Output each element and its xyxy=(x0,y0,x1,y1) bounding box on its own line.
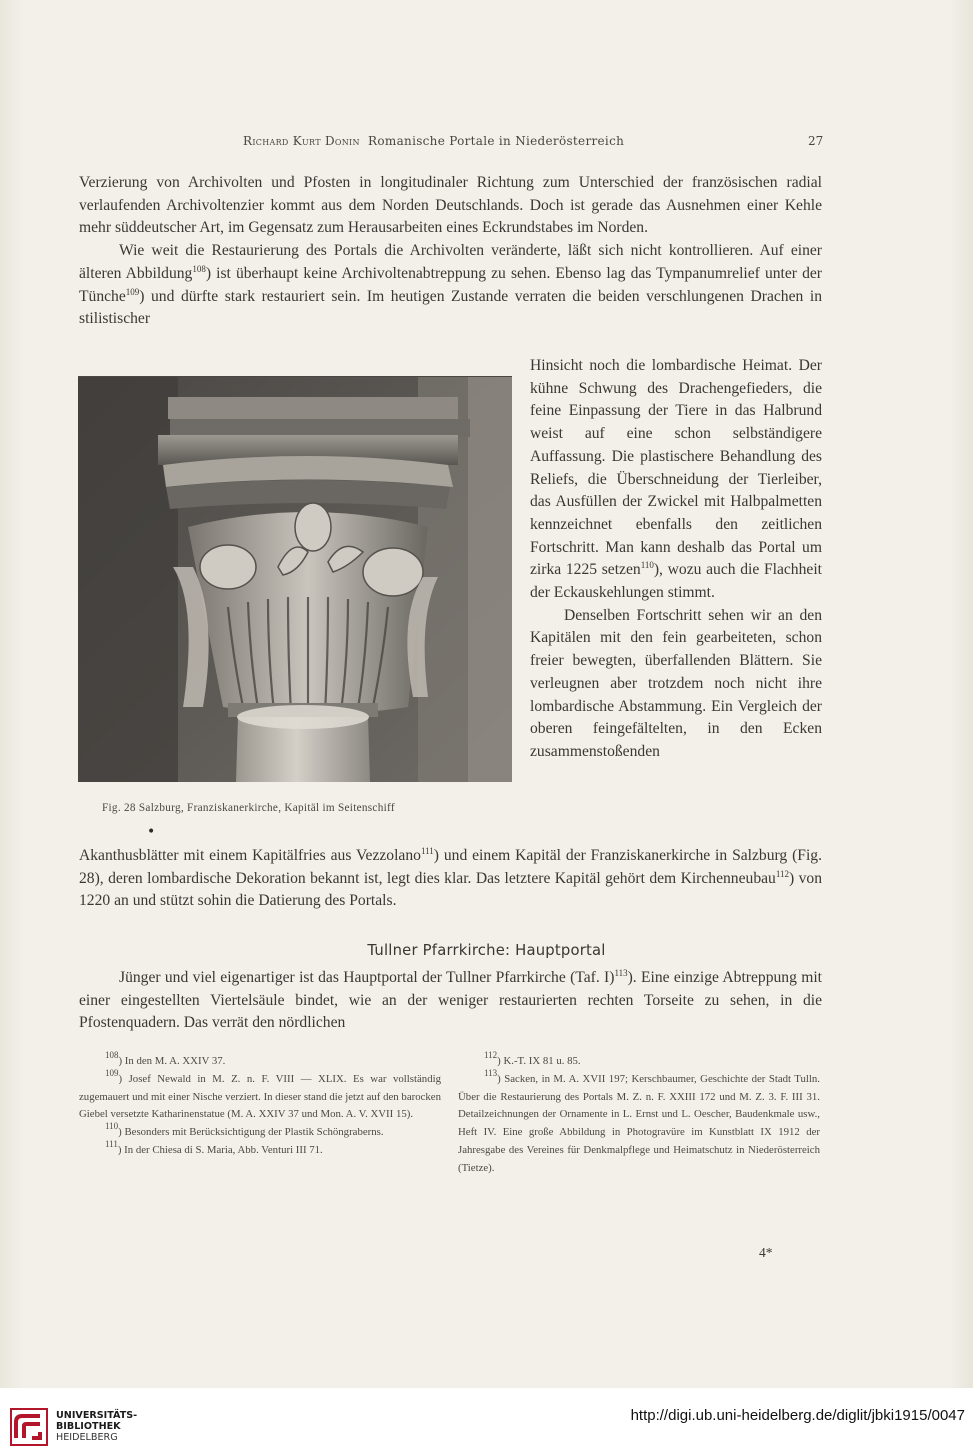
footnote xyxy=(79,1067,441,1124)
footnote-ref[interactable]: 110 xyxy=(640,560,654,571)
abacus-top xyxy=(168,397,458,419)
text-run: ) von 1220 an und stützt sohin die Datierung des Portals. xyxy=(79,869,823,910)
footnote-ref[interactable]: 111 xyxy=(420,846,434,856)
running-header xyxy=(0,134,973,152)
header-author: Richard Kurt Donin xyxy=(243,134,360,148)
text-run: Hinsicht noch die lombardische Heimat. Der kühne Schwung des Drachengefieders, die feine Einpassung der Tiere in das Halbrund weist auf eine schon selbständigere Auffassung. Die plastischere Behandlung des Reliefs, die Überschneidung der Tierleiber, das Ausfüllen der Zwickel mit Halbpalmetten kennzeichnet ebenfalls den zeitlichen Fortschritt. Man kann deshalb das Portal um zirka 1225 setzen xyxy=(530,357,822,579)
footnote-ref[interactable]: 108 xyxy=(192,263,206,274)
library-name-line: UNIVERSITÄTS- xyxy=(56,1410,138,1421)
running-header-title xyxy=(243,134,624,148)
paragraph xyxy=(79,967,822,1035)
text-run: Akanthusblätter mit einem Kapitälfries aus Vezzolano xyxy=(79,847,421,864)
header-title: Romanische Portale in Niederösterreich xyxy=(368,134,625,148)
footnote-text: ) In den M. A. XXIV 37. xyxy=(118,1055,226,1067)
body-text-bottom xyxy=(79,967,822,1035)
footnote-number: 112 xyxy=(484,1050,498,1060)
text-run: ). Eine einzige Abtreppung mit einer eingestellten Viertelsäule bindet, wie an der weniger restaurierten rechten Torseite zu sehen, in die Pfostenquadern. Das verrät den nördlichen xyxy=(79,969,822,1032)
figure-caption: Fig. 28 Salzburg, Franziskanerkirche, Kapitäl im Seitenschiff xyxy=(102,802,395,814)
text-run: ) und dürfte stark restauriert sein. Im heutigen Zustande verraten die beiden verschlungenen Drachen in stilistischer xyxy=(79,287,822,328)
footnote-number: 108 xyxy=(105,1050,119,1060)
footnote xyxy=(458,1050,820,1071)
paragraph: Denselben Fortschritt sehen wir an den Kapitälen mit den fein gearbeiteten, schon freier bewegten, überfallenden Blättern. Sie verleugnen aber trotzdem noch nicht ihre lombardische Abstammung. Ein Vergleich der oberen feingefältelten, in den Ecken zusammenstoßenden xyxy=(530,606,822,760)
footnote-number: 111 xyxy=(105,1138,118,1149)
footnote-text: ) Sacken, in M. A. XVII 197; Kerschbaumer, Geschichte der Stadt Tulln. Über die Restaurierung des Portals M. Z. n. F. XXIII 172 und M. Z. 3. F. III 31. Detailzeichnungen der Ornamente in L. Ernst und L. Oescher, Baudenkmale usw., Heft IV. Eine große Abbildung in Photogravüre im Kunstblatt IX 1912 der Jahresgabe des Vereines für Denkmalpflege und Heimatschutz in Niederösterreich (Tietze). xyxy=(458,1072,820,1174)
footnote xyxy=(458,1067,820,1178)
paragraph xyxy=(79,240,822,331)
permalink-url[interactable]: http://digi.ub.uni-heidelberg.de/diglit/jbki1915/0047 xyxy=(630,1407,965,1424)
signature-mark: 4* xyxy=(759,1245,773,1260)
footnote-text: ) K.-T. IX 81 u. 85. xyxy=(497,1055,581,1067)
footnote-ref[interactable]: 112 xyxy=(775,868,790,879)
footnote xyxy=(79,1050,441,1071)
footnote-number: 113 xyxy=(484,1067,498,1078)
footnote xyxy=(79,1121,441,1142)
text-run: ) ist überhaupt keine Archivoltenabtreppung zu sehen. Ebenso lag das Tympanumrelief unter der Tünche xyxy=(79,264,822,305)
text-run: ), wozu auch die Flachheit der Eckauskehlungen stimmt. xyxy=(530,561,822,602)
text-run: Wie weit die Restaurierung des Portals die Archivolten veränderte, läßt sich nicht kontrollieren. Auf einer älteren Abbildung xyxy=(79,242,822,282)
text-run: Jünger und viel eigenartiger ist das Hauptportal der Tullner Pfarrkirche (Taf. I) xyxy=(119,969,615,986)
library-name-line: HEIDELBERG xyxy=(56,1432,118,1443)
section-heading: Tullner Pfarrkirche: Hauptportal xyxy=(367,942,606,959)
footnote-ref[interactable]: 109 xyxy=(125,286,140,297)
footnote-number: 109 xyxy=(105,1067,119,1078)
bullet-mark: • xyxy=(147,824,156,840)
footnote-number: 110 xyxy=(105,1121,119,1132)
page-number: 27 xyxy=(808,134,824,148)
footnote-text: ) Besonders mit Berücksichtigung der Plastik Schöngraberns. xyxy=(118,1126,384,1139)
footnote-ref[interactable]: 113 xyxy=(614,968,628,978)
footnote-text: ) Josef Newald in M. Z. n. F. VIII — XLIX. Es war vollständig zugemauert und mit einer Nische verziert. In dieser stand die jetzt auf den barocken Giebel versetzte Katharinenstatue (M. A. XXIV 37 und Mon. A. V. XVII 15). xyxy=(79,1072,441,1121)
library-name-line: BIBLIOTHEK xyxy=(56,1421,121,1432)
footnotes-right-column xyxy=(458,1050,820,1178)
library-footer xyxy=(0,1388,973,1456)
capital-illustration xyxy=(78,377,512,782)
body-text-middle xyxy=(79,845,822,913)
figure-capital-photo xyxy=(78,376,512,782)
body-text-top xyxy=(79,172,822,331)
footnote xyxy=(79,1138,441,1160)
library-logo-icon xyxy=(10,1408,48,1446)
text-run: ) und einem Kapitäl der Franziskanerkirche in Salzburg (Fig. 28), deren lombardische Dekoration bekannt ist, legt dies klar. Das letztere Kapitäl gehört dem Kirchenneubau xyxy=(79,847,822,887)
footnotes-left-column xyxy=(79,1050,441,1160)
paragraph xyxy=(530,355,822,605)
body-text-side-column xyxy=(530,355,822,764)
footnote-text: ) In der Chiesa di S. Maria, Abb. Venturi III 71. xyxy=(117,1143,323,1156)
library-name xyxy=(56,1410,137,1443)
paragraph xyxy=(79,845,822,913)
paragraph: Verzierung von Archivolten und Pfosten in longitudinaler Richtung zum Unterschied der französischen radial verlaufenden Archivoltenzier kommt aus dem Norden Deutschlands. Doch ist gerade das Ausnehmen einer Kehle mehr süddeutscher Art, im Gegensatz zum Herausarbeiten eines Eckrundstabes im Norden. xyxy=(79,174,822,237)
